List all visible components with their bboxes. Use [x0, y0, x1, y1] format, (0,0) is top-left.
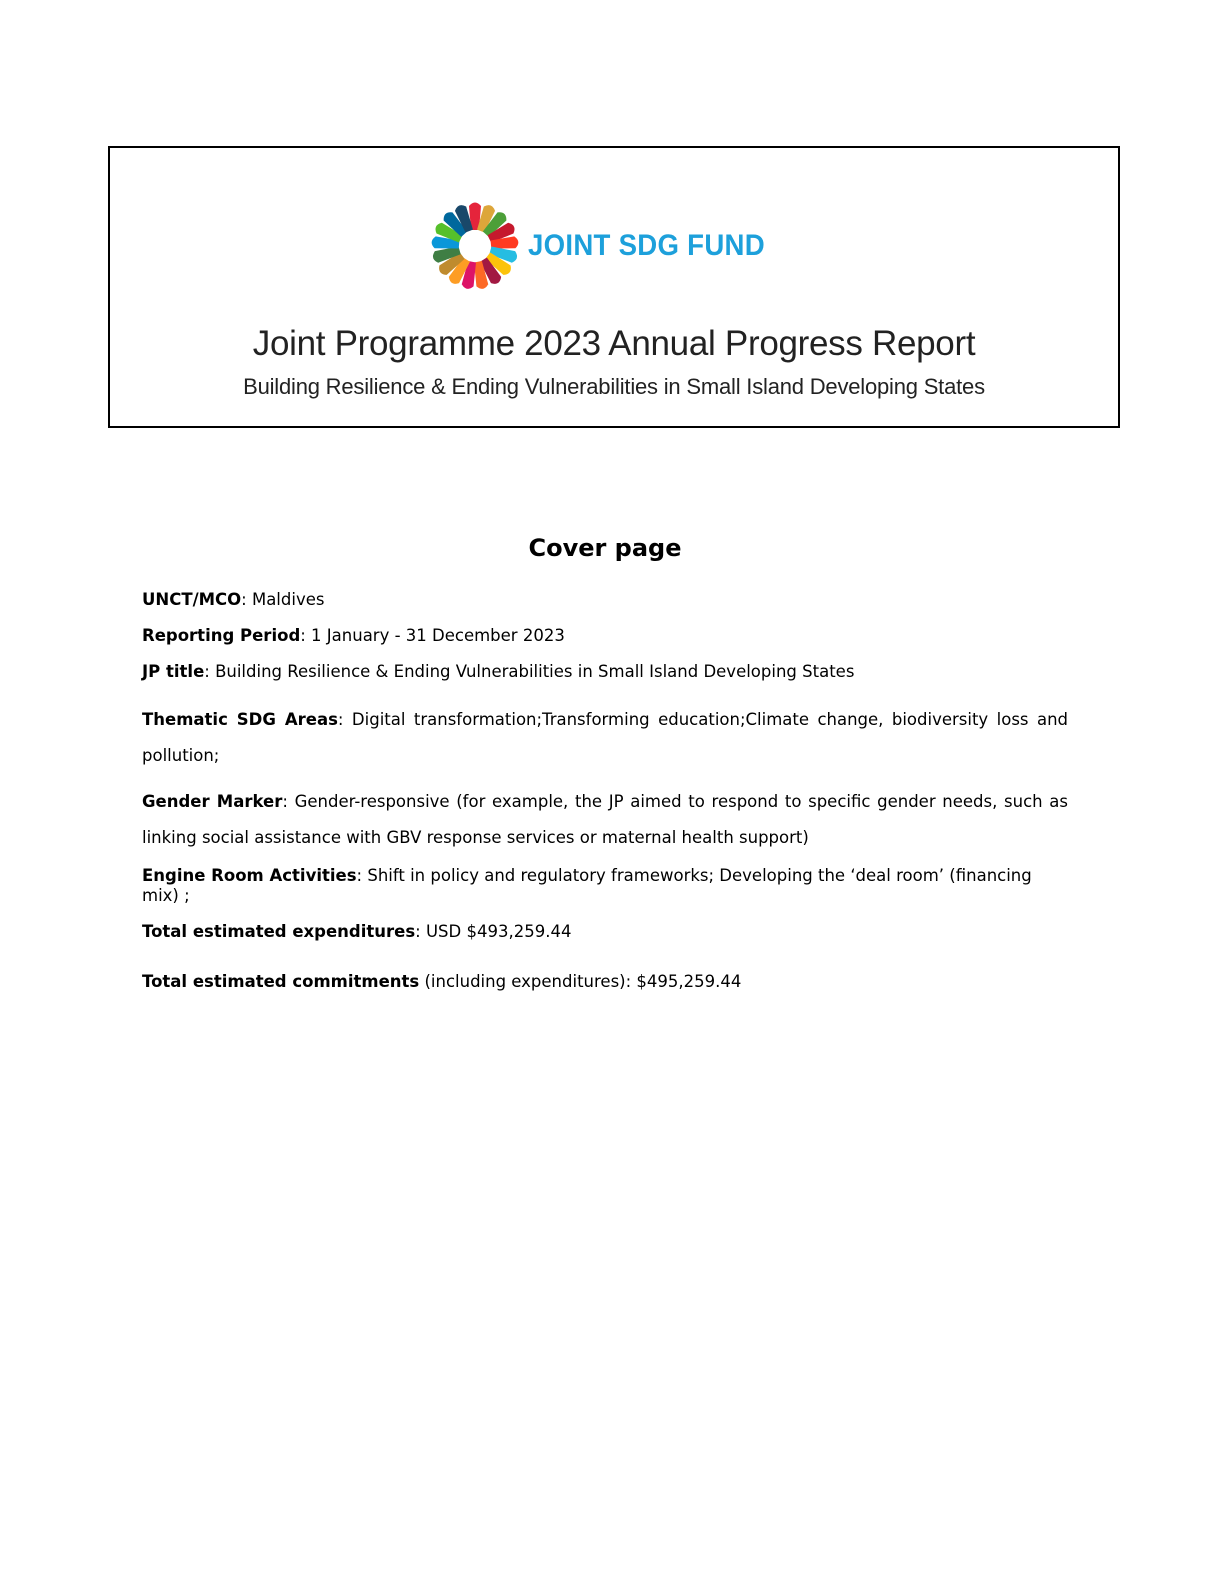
field-engine-room: [142, 866, 1068, 906]
field-total-commitments: [142, 972, 1068, 992]
cover-heading: Cover page: [528, 534, 682, 562]
field-jp-title: [142, 662, 1068, 682]
field-value: : USD $493,259.44: [415, 922, 572, 941]
field-total-expenditures: [142, 922, 1068, 942]
field-label: Reporting Period: [142, 626, 301, 645]
field-value: : Building Resilience & Ending Vulnerabilities in Small Island Developing States: [204, 662, 855, 681]
field-value: : Digital transformation;Transforming education;Climate change, biodiversity loss and pollution;: [142, 710, 1069, 765]
cover-content: [142, 534, 1068, 992]
report-subtitle: Building Resilience & Ending Vulnerabilities in Small Island Developing States: [243, 374, 985, 399]
report-banner: [108, 146, 1120, 428]
field-label: Engine Room Activities: [142, 866, 357, 885]
field-reporting-period: [142, 626, 1068, 646]
field-label: UNCT/MCO: [142, 590, 242, 609]
report-title: Joint Programme 2023 Annual Progress Report: [252, 324, 976, 363]
joint-sdg-fund-logo: [430, 194, 786, 298]
field-label: Thematic SDG Areas: [142, 710, 338, 729]
field-label: Gender Marker: [142, 792, 283, 811]
field-unct: [142, 590, 1068, 610]
field-value: (including expenditures): $495,259.44: [419, 972, 742, 991]
field-gender-marker: [142, 784, 1068, 856]
sdg-wheel-icon: [430, 194, 520, 298]
field-label: JP title: [142, 662, 205, 681]
field-value: : 1 January - 31 December 2023: [300, 626, 565, 645]
field-thematic-areas: [142, 702, 1068, 774]
logo-text: JOINT SDG FUND: [528, 229, 765, 262]
field-value: : Shift in policy and regulatory frameworks; Developing the ‘deal room’ (financing mix) ;: [142, 866, 1032, 905]
field-value: : Gender-responsive (for example, the JP aimed to respond to specific gender needs, such as linking social assistance with GBV response services or maternal health support): [142, 792, 1068, 847]
field-value: : Maldives: [241, 590, 325, 609]
field-label: Total estimated commitments: [142, 972, 420, 991]
field-label: Total estimated expenditures: [142, 922, 416, 941]
